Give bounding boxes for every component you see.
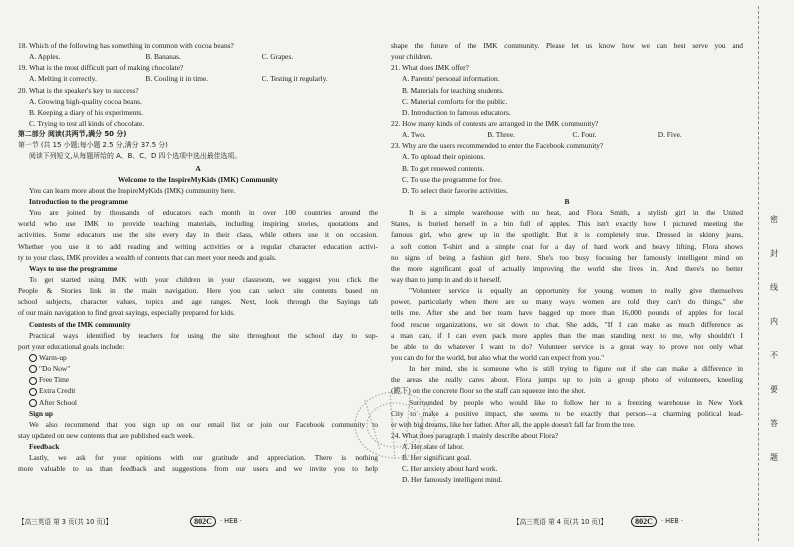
watermark-stamp-icon — [340, 380, 450, 470]
text-line — [18, 274, 378, 285]
seal-char: 答 — [770, 419, 778, 428]
answer-option: B. Three. — [487, 130, 515, 140]
line-text: no signs of being a fashion girl here. She's too busy focusing her famously intelligent mind on — [391, 252, 743, 262]
line-text: more valuable to us than feedback and suggestions from our users and we invite you to help — [18, 464, 378, 474]
answer-options — [18, 51, 378, 62]
line-text: "Do Now" — [39, 364, 71, 374]
line-text: We also recommend that you sign up on our email list or join our Facebook community to — [29, 419, 378, 429]
line-text: your children. — [391, 52, 433, 62]
circle-bullet-icon — [29, 365, 37, 373]
text-line — [18, 452, 378, 463]
text-line — [391, 241, 743, 252]
line-text: of our main navigation to find great sayings, especially prepared for kids. — [18, 308, 235, 318]
line-text: B. Materials for teaching students. — [402, 85, 504, 95]
seal-char: 题 — [770, 453, 778, 462]
seal-char: 线 — [770, 283, 778, 292]
line-text: port your educational goals include: — [18, 341, 125, 351]
seal-line-sidebar — [750, 0, 794, 547]
answer-option: C. Testing it regularly. — [261, 74, 328, 84]
line-text: activities. Some educators use the site every day in their class, while others use it on occasion. — [18, 230, 378, 240]
line-text: (跪下) on the concrete floor so the staff can squeeze into the shot. — [391, 386, 586, 396]
text-line — [391, 319, 743, 330]
text-line — [18, 430, 378, 441]
line-text: D. Introduction to famous educators. — [402, 107, 511, 117]
text-line — [18, 441, 378, 452]
line-text: States, is buried herself in a bin full of apples. This isn't exactly how I pictured meeting the — [391, 219, 743, 229]
line-text: Free Time — [39, 375, 70, 385]
line-text: 24. What does paragraph 1 mainly describe about Flora? — [391, 430, 559, 440]
left-column — [18, 40, 378, 474]
circle-bullet-icon — [29, 399, 37, 407]
text-line — [391, 252, 743, 263]
text-line — [18, 174, 378, 185]
line-text: After School — [39, 397, 77, 407]
seal-char: 内 — [770, 317, 778, 326]
text-line — [18, 207, 378, 218]
text-line — [391, 363, 743, 374]
footer-page-label: 【高三英语 第 3 页(共 10 页)】 — [18, 518, 113, 526]
text-line — [391, 474, 743, 485]
footer-tag: · HEB · — [660, 517, 683, 525]
text-line — [391, 151, 743, 162]
line-text: Welcome to the InspireMyKids (IMK) Community — [117, 174, 279, 184]
text-line — [18, 40, 378, 51]
line-text: a soft cotton T-shirt and a simple coat for a day of hard work and heavy lifting, Flora shows — [391, 241, 743, 251]
text-line — [18, 252, 378, 263]
text-line — [18, 96, 378, 107]
line-text: the more significant goal of actually improving the world she lives in. And there's no better — [391, 263, 743, 273]
line-text: Extra Credit — [39, 386, 76, 396]
line-text: famous girl, who grew up in the spotlight. But it is completely true. Dressed in skinny jeans, — [391, 230, 743, 240]
text-line — [18, 196, 378, 207]
circle-bullet-icon — [29, 377, 37, 385]
line-text: food rescue organizations, we sit down to chat. She adds, "If I can make as much difference as — [391, 319, 743, 329]
line-text: be able to do whatever I want to do? Volunteer service is a great way to prove not only what — [391, 341, 743, 351]
text-line — [391, 274, 743, 285]
text-line — [391, 107, 743, 118]
text-line — [18, 263, 378, 274]
text-line — [391, 62, 743, 73]
line-text: A. Her state of labor. — [402, 442, 464, 452]
text-line — [391, 229, 743, 240]
line-text: 阅读下列短文,从每题所给的 A、B、C、D 四个选项中选出最佳选项。 — [29, 152, 242, 161]
answer-option: A. Apples. — [29, 52, 61, 62]
text-line — [391, 341, 743, 352]
text-line — [18, 352, 378, 363]
line-text: A. Parents' personal information. — [402, 74, 500, 84]
line-text: Lastly, we ask for your opinions with our gratitude and appreciation. There is nothing — [29, 453, 378, 463]
seal-char: 封 — [770, 249, 778, 258]
text-line — [18, 397, 378, 408]
text-line — [18, 241, 378, 252]
paper-code: 802C — [631, 516, 657, 527]
line-text: stay updated on new contents that are published each week. — [18, 430, 195, 440]
text-line — [391, 163, 743, 174]
line-text: world who use IMK to provide teaching materials, including inspiring stories, quotations and — [18, 219, 378, 229]
text-line — [18, 341, 378, 352]
text-line — [18, 285, 378, 296]
text-line — [391, 96, 743, 107]
circle-bullet-icon — [29, 388, 37, 396]
line-text: "Volunteer service is equally an opportunity for young women to really give themselves — [409, 286, 743, 296]
answer-option: A. Melting it correctly. — [29, 74, 97, 84]
text-line — [18, 419, 378, 430]
text-line — [18, 463, 378, 474]
text-line — [18, 163, 378, 174]
text-line — [18, 408, 378, 419]
circle-bullet-icon — [29, 354, 37, 362]
answer-option: B. Bananas. — [145, 52, 181, 62]
line-text: 第一节 (共 15 小题;每小题 2.5 分,满分 37.5 分) — [18, 141, 168, 150]
line-text: Practical ways identified by teachers for using the site throughout the school day to sup- — [29, 330, 378, 340]
line-text: ty to your class, IMK provides a wealth of contents that can meet your needs and goals. — [18, 252, 277, 262]
line-text: school subjects, character values, topics and age ranges. Next, look through the Sayings tab — [18, 297, 378, 307]
line-text: B. Keeping a diary of his experiments. — [29, 107, 144, 117]
line-text: Warm-up — [39, 352, 67, 362]
text-line — [18, 85, 378, 96]
line-text: a man can, if I can even pack more apples than the man standing next to me, why shouldn't I — [391, 330, 743, 340]
line-text: D. Her famously intelligent mind. — [402, 475, 503, 485]
text-line — [391, 307, 743, 318]
line-text: A. To upload their opinions. — [402, 152, 486, 162]
line-text: Surrounded by people who would like to follow her to a freezing warehouse in New York — [409, 397, 743, 407]
text-line — [18, 229, 378, 240]
right-footer — [513, 514, 683, 528]
text-line — [18, 385, 378, 396]
text-line — [391, 73, 743, 84]
left-footer — [18, 514, 242, 528]
answer-option: D. Five. — [657, 130, 682, 140]
line-text: B. To get renewed contents. — [402, 163, 485, 173]
line-text: B. Her significant goal. — [402, 453, 472, 463]
seal-dashed-line — [758, 6, 759, 541]
answer-option: A. Two. — [402, 130, 426, 140]
text-line — [391, 140, 743, 151]
line-text: C. Trying to test all kinds of chocolate. — [29, 118, 145, 128]
text-line — [391, 174, 743, 185]
seal-char: 要 — [770, 385, 778, 394]
line-text: You are joined by thousands of educators each month in over 100 countries around the — [29, 208, 378, 218]
text-line — [391, 330, 743, 341]
text-line — [391, 218, 743, 229]
text-line — [391, 207, 743, 218]
text-line — [391, 296, 743, 307]
line-text: 20. What is the speaker's key to success? — [18, 85, 139, 95]
line-text: the areas she really cares about. Flora jumps up to join a group photo of volunteers, kneeling — [391, 375, 743, 385]
line-text: way than to jump in and do it herself. — [391, 274, 502, 284]
text-line — [391, 118, 743, 129]
text-line — [18, 62, 378, 73]
line-text: tells me. After she and her team have bagged up more than 16,000 pounds of apples for local — [391, 308, 743, 318]
line-text: It is a simple warehouse with no heat, and Flora Smith, a stylish girl in the United — [409, 208, 743, 218]
line-text: To get started using IMK with your children in your classroom, we suggest you click the — [29, 274, 378, 284]
text-line — [18, 374, 378, 385]
line-text: C. Her anxiety about hard work. — [402, 464, 498, 474]
line-text: C. To use the programme for free. — [402, 174, 503, 184]
left-page — [0, 0, 389, 547]
text-line — [18, 218, 378, 229]
text-line — [391, 51, 743, 62]
line-text: 19. What is the most difficult part of making chocolate? — [18, 63, 184, 73]
answer-option: C. Four. — [572, 130, 597, 140]
text-line — [18, 151, 378, 162]
text-line — [18, 296, 378, 307]
line-text: power, particularly when there are so many ways women are told they can't do things," she — [391, 297, 743, 307]
text-line — [391, 352, 743, 363]
text-line — [391, 263, 743, 274]
text-line — [391, 285, 743, 296]
line-text: In her mind, she is someone who is still trying to figure out if she can make a difference in — [409, 364, 743, 374]
line-text: you can do for the world, but also what the world can expect from you." — [391, 352, 605, 362]
text-line — [18, 118, 378, 129]
text-line — [18, 363, 378, 374]
seal-char: 密 — [770, 215, 778, 224]
line-text: You can learn more about the InspireMyKids (IMK) community here. — [29, 185, 236, 195]
line-text: B — [564, 196, 570, 206]
line-text: 18. Which of the following has something in common with cocoa beans? — [18, 41, 234, 50]
line-text: Contests of the IMK community — [29, 319, 131, 329]
line-text: A. Growing high-quality cocoa beans. — [29, 96, 142, 106]
text-line — [18, 307, 378, 318]
paper-code: 802C — [190, 516, 216, 527]
line-text: 21. What does IMK offer? — [391, 63, 469, 73]
text-line — [18, 319, 378, 330]
line-text: People & Stories link in the main navigation. Here you can select site contents based on — [18, 286, 378, 296]
line-text: A — [195, 163, 201, 173]
line-text: Introduction to the programme — [29, 196, 128, 206]
line-text: Ways to use the programme — [29, 263, 118, 273]
line-text: 第二部分 阅读(共两节,满分 50 分) — [18, 130, 127, 139]
text-line — [391, 40, 743, 51]
answer-options — [391, 129, 743, 140]
text-line — [18, 185, 378, 196]
answer-option: C. Grapes. — [261, 52, 294, 62]
footer-tag: · HEB · — [219, 517, 242, 525]
text-line — [18, 330, 378, 341]
text-line — [391, 85, 743, 96]
text-line — [391, 196, 743, 207]
line-text: C. Material comforts for the public. — [402, 96, 508, 106]
seal-char: 不 — [770, 351, 778, 360]
line-text: shape the future of the IMK community. Please let us know how we can best serve you and — [391, 41, 743, 50]
line-text: 23. Why are the users recommended to enter the Facebook community? — [391, 141, 604, 151]
answer-options — [18, 73, 378, 84]
footer-page-label: 【高三英语 第 4 页(共 10 页)】 — [513, 518, 608, 526]
answer-option: B. Cooling it in time. — [145, 74, 209, 84]
line-text: 22. How many kinds of contests are arranged in the IMK community? — [391, 118, 599, 128]
text-line — [391, 185, 743, 196]
text-line — [18, 129, 378, 140]
line-text: City to make a positive impact, she seems to be exactly that person—a charming political lead- — [391, 408, 743, 418]
line-text: D. To select their favorite activities. — [402, 185, 508, 195]
text-line — [18, 140, 378, 151]
line-text: Sign up — [29, 408, 54, 418]
text-line — [18, 107, 378, 118]
line-text: Feedback — [29, 442, 60, 452]
line-text: er with big dreams, like her father. After all, the apple doesn't fall far from the tree. — [391, 419, 636, 429]
line-text: Whether you use it to add reading and writing activities or a regular character education activi- — [18, 241, 378, 251]
